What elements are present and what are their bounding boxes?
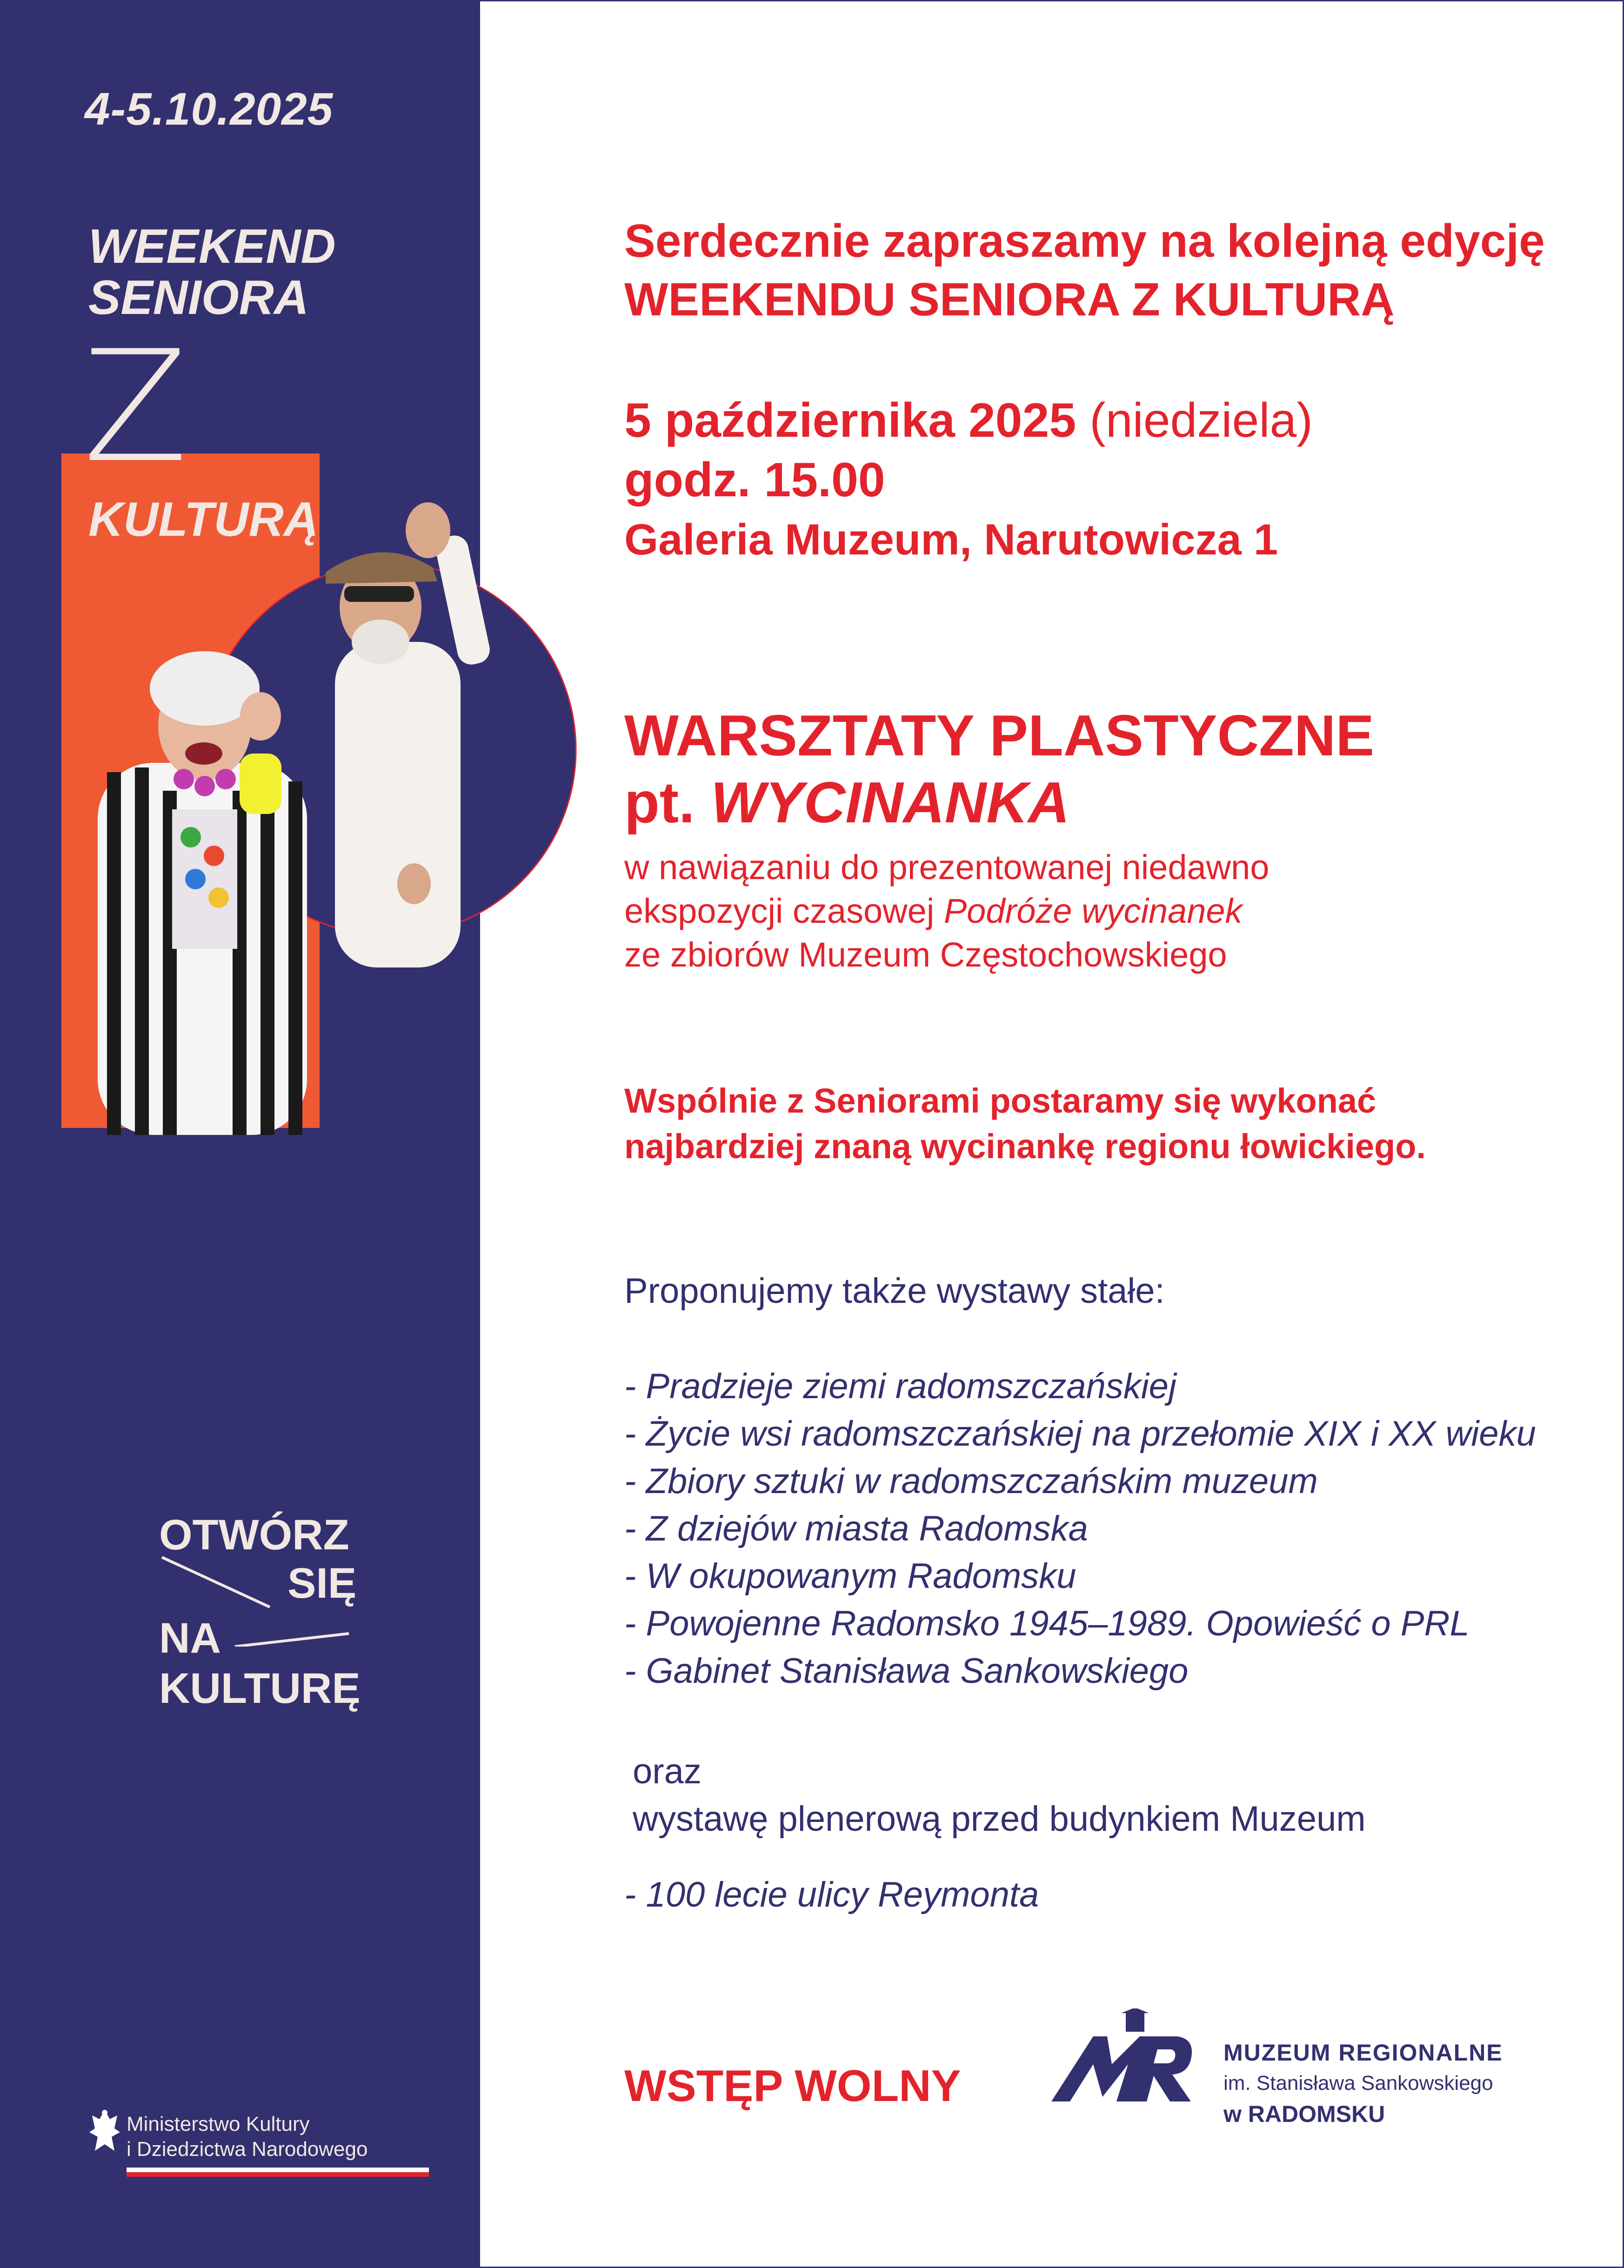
event-time: godz. 15.00 — [624, 453, 885, 507]
workshop-title-block — [624, 702, 1374, 836]
slogan-kulture: KULTURĘ — [159, 1665, 361, 1712]
workshop-desc-line1: w nawiązaniu do prezentowanej niedawno — [624, 848, 1270, 887]
exhibition-name: Podróże wycinanek — [943, 892, 1243, 930]
exhibitions-intro: Proponujemy także wystawy stałe: — [624, 1271, 1165, 1311]
free-entry: WSTĘP WOLNY — [624, 2061, 961, 2111]
logo-kultura: KULTURĄ — [88, 493, 319, 547]
ministry-line1: Ministerstwo Kultury — [127, 2113, 310, 2135]
ministry-line2: i Dziedzictwa Narodowego — [127, 2138, 368, 2161]
seniors-photo — [0, 0, 605, 1140]
workshop-desc-line3: ze zbiorów Muzeum Częstochowskiego — [624, 935, 1227, 974]
museum-logo-icon — [1051, 2008, 1200, 2120]
outdoor-block — [633, 1748, 1366, 1843]
together-line1: Wspólnie z Seniorami postaramy się wykonać — [624, 1081, 1377, 1120]
together-note — [624, 1078, 1426, 1169]
event-day: (niedziela) — [1089, 394, 1313, 447]
outdoor-text: wystawę plenerową przed budynkiem Muzeum — [633, 1799, 1366, 1839]
list-item: - Życie wsi radomszczańskiej na przełomie XIX i XX wieku — [624, 1414, 1536, 1454]
museum-line1: MUZEUM REGIONALNE — [1223, 2040, 1503, 2066]
together-line2: najbardziej znaną wycinankę regionu łowickiego. — [624, 1127, 1426, 1166]
workshop-desc-line2: ekspozycji czasowej — [624, 892, 935, 930]
event-info — [624, 391, 1313, 569]
slogan-na: NA — [159, 1614, 221, 1662]
flag-stripe-white — [127, 2168, 429, 2172]
workshop-name: WYCINANKA — [710, 771, 1070, 835]
invitation-heading — [624, 212, 1545, 329]
list-item: - Z dziejów miasta Radomska — [624, 1509, 1088, 1548]
slogan-lines — [158, 1554, 363, 1647]
event-date: 5 października 2025 — [624, 394, 1076, 447]
and-text: oraz — [633, 1752, 702, 1791]
logo-weekend: WEEKEND — [88, 220, 336, 273]
logo-z: Z — [83, 318, 188, 496]
invitation-line2: WEEKENDU SENIORA Z KULTURĄ — [624, 273, 1395, 326]
workshop-title: WARSZTATY PLASTYCZNE — [624, 704, 1374, 768]
flag-stripe-red — [127, 2172, 429, 2177]
list-item: - W okupowanym Radomsku — [624, 1556, 1076, 1596]
outdoor-item: - 100 lecie ulicy Reymonta — [624, 1875, 1039, 1914]
eagle-emblem-icon — [88, 2106, 121, 2157]
museum-name — [1223, 2037, 1503, 2129]
list-item: - Zbiory sztuki w radomszczańskim muzeum — [624, 1461, 1318, 1501]
list-item: - Gabinet Stanisława Sankowskiego — [624, 1651, 1189, 1691]
slogan-otworz: OTWÓRZ — [159, 1511, 349, 1559]
woman-figure — [98, 651, 307, 1135]
event-place: Galeria Muzeum, Narutowicza 1 — [624, 515, 1278, 564]
logo-seniora: SENIORA — [88, 271, 309, 325]
slogan-sie: SIĘ — [287, 1560, 357, 1607]
exhibitions-list — [624, 1363, 1536, 1695]
list-item: - Pradzieje ziemi radomszczańskiej — [624, 1367, 1176, 1406]
invitation-line1: Serdecznie zapraszamy na kolejną edycję — [624, 215, 1545, 267]
workshop-description — [624, 846, 1269, 977]
workshop-prefix: pt. — [624, 771, 695, 835]
list-item: - Powojenne Radomsko 1945–1989. Opowieść o PRL — [624, 1604, 1470, 1643]
event-dates: 4-5.10.2025 — [85, 83, 334, 134]
museum-line3: w RADOMSKU — [1223, 2101, 1385, 2127]
museum-line2: im. Stanisława Sankowskiego — [1223, 2072, 1493, 2095]
ministry-name — [127, 2112, 368, 2162]
